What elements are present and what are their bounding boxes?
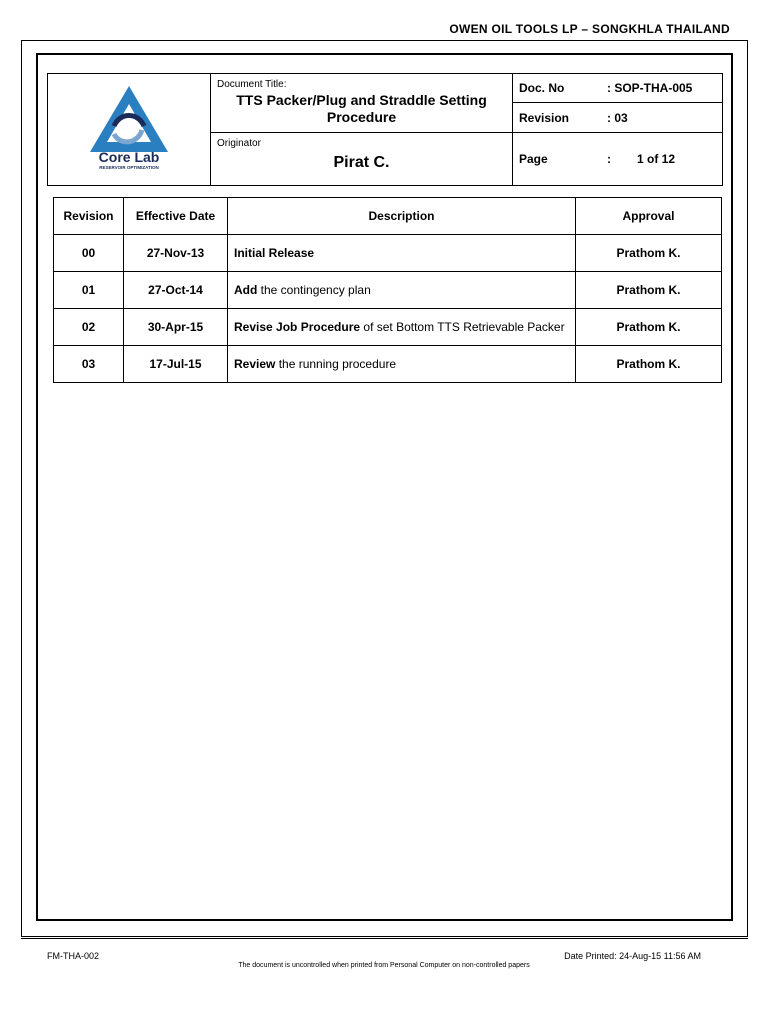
description <box>228 272 576 309</box>
description <box>228 309 576 346</box>
approval: Prathom K. <box>576 346 722 383</box>
approval: Prathom K. <box>576 272 722 309</box>
revision-history-table <box>53 197 722 383</box>
header-revision: Revision <box>54 198 124 235</box>
originator-name: Pirat C. <box>333 154 390 171</box>
description-bold: Revise Job Procedure <box>234 320 361 334</box>
uncontrolled-note: The document is uncontrolled when printed from Personal Computer on non-controlled papers <box>238 962 530 969</box>
header-description: Description <box>228 198 576 235</box>
description-bold: Add <box>234 283 258 297</box>
revision-cell <box>513 103 723 133</box>
page-separator: : <box>607 152 611 166</box>
doc-no-label: Doc. No <box>519 81 565 95</box>
revision-number: 02 <box>54 309 124 346</box>
approval: Prathom K. <box>576 309 722 346</box>
page-label: Page <box>519 152 548 166</box>
effective-date: 17-Jul-15 <box>124 346 228 383</box>
revision-number: 00 <box>54 235 124 272</box>
effective-date: 27-Oct-14 <box>124 272 228 309</box>
revision-number: 03 <box>54 346 124 383</box>
doc-no-cell <box>513 74 723 103</box>
description <box>228 346 576 383</box>
document-title-label: Document Title: <box>217 79 287 90</box>
description-text: of set Bottom TTS Retrievable Packer <box>360 320 565 334</box>
core-lab-logo <box>84 82 174 172</box>
originator-label: Originator <box>217 138 261 149</box>
doc-no-value: : SOP-THA-005 <box>607 81 693 95</box>
effective-date: 27-Nov-13 <box>124 235 228 272</box>
document-title: TTS Packer/Plug and Straddle Setting Procedure <box>236 92 487 125</box>
table-header-row <box>54 198 722 235</box>
document-header-table <box>47 73 723 186</box>
table-row <box>54 235 722 272</box>
revision-label: Revision <box>519 110 570 125</box>
date-printed: Date Printed: 24-Aug-15 11:56 AM <box>564 951 701 961</box>
logo-cell <box>48 74 211 186</box>
revision-value: : 03 <box>607 110 628 125</box>
originator-cell <box>211 133 513 186</box>
footer-divider <box>21 938 748 939</box>
revision-number: 01 <box>54 272 124 309</box>
svg-text:Core Lab: Core Lab <box>98 149 160 165</box>
form-number: FM-THA-002 <box>47 951 100 961</box>
page-cell <box>513 133 723 186</box>
company-header: OWEN OIL TOOLS LP – SONGKHLA THAILAND <box>449 22 730 36</box>
effective-date: 30-Apr-15 <box>124 309 228 346</box>
description-text: the contingency plan <box>257 283 371 297</box>
page-value: 1 of 12 <box>637 152 676 166</box>
table-row <box>54 272 722 309</box>
description-bold: Initial Release <box>234 246 315 260</box>
description-text: the running procedure <box>275 357 397 371</box>
header-effective-date: Effective Date <box>124 198 228 235</box>
approval: Prathom K. <box>576 235 722 272</box>
svg-text:RESERVOIR OPTIMIZATION: RESERVOIR OPTIMIZATION <box>99 165 159 170</box>
table-row <box>54 309 722 346</box>
description-bold: Review <box>234 357 276 371</box>
title-cell <box>211 74 513 133</box>
header-approval: Approval <box>576 198 722 235</box>
table-row <box>54 346 722 383</box>
description <box>228 235 576 272</box>
